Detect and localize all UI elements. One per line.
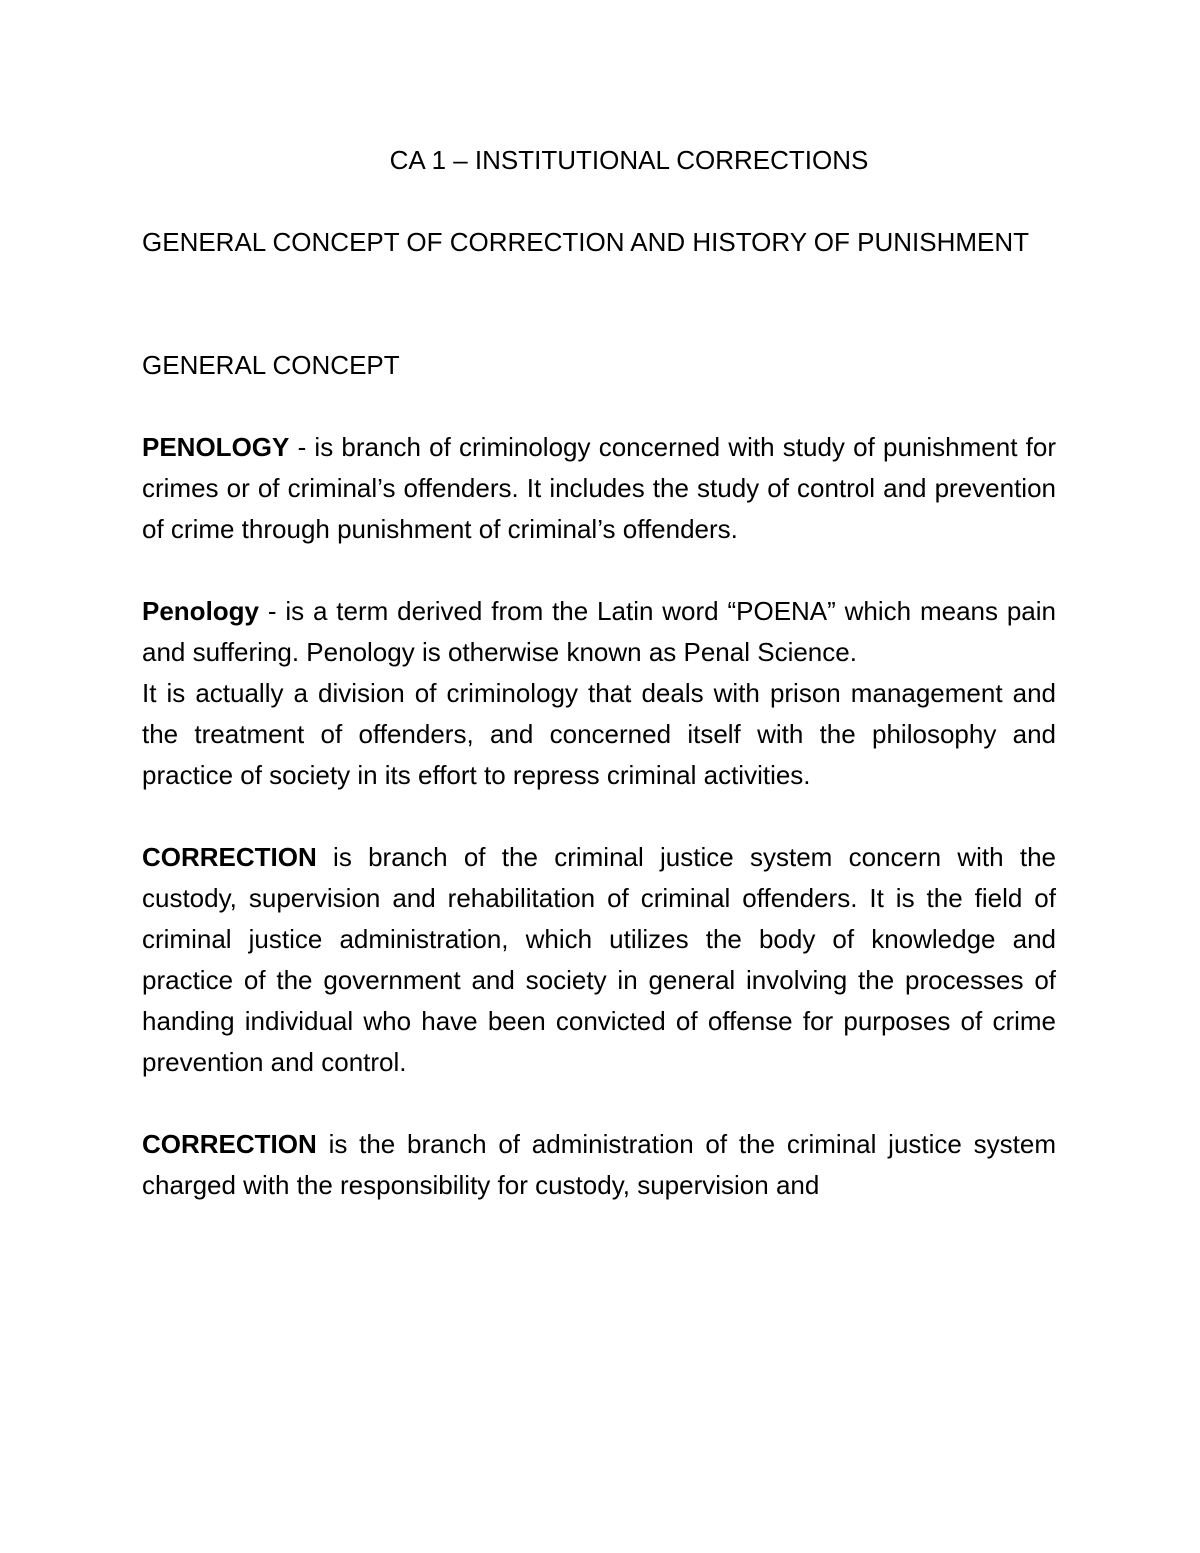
term-label: CORRECTION (142, 842, 317, 872)
spacer (142, 181, 1056, 222)
spacer (142, 263, 1056, 345)
document-body (142, 140, 1056, 1206)
paragraph-text: is branch of the criminal justice system concern with the custody, supervision and rehabilitation of criminal offenders. It is the field of criminal justice administration, which utilizes the body of knowledge and practice of the government and society in general involving the processes of handing individual who have been convicted of offense for purposes of crime prevention and control. (142, 842, 1056, 1077)
paragraph-correction-definition (142, 837, 1056, 1083)
paragraph-text: - is a term derived from the Latin word “POENA” which means pain and suffering. Penology is otherwise known as Penal Science. (142, 596, 1056, 667)
paragraph-penology-definition (142, 427, 1056, 550)
paragraph-penology-etymology (142, 591, 1056, 673)
term-label: PENOLOGY (142, 432, 290, 462)
spacer (142, 1083, 1056, 1124)
sub-heading: GENERAL CONCEPT (142, 350, 400, 380)
paragraph-text: - is branch of criminology concerned with study of punishment for crimes or of criminal’s offenders. It includes the study of control and prevention of crime through punishment of criminal’s offenders. (142, 432, 1056, 544)
section-heading: GENERAL CONCEPT OF CORRECTION AND HISTORY OF PUNISHMENT (142, 227, 1030, 257)
paragraph-penology-division (142, 673, 1056, 796)
spacer (142, 550, 1056, 591)
spacer (142, 796, 1056, 837)
document-title: CA 1 – INSTITUTIONAL CORRECTIONS (389, 145, 869, 175)
spacer (142, 386, 1056, 427)
term-label: CORRECTION (142, 1129, 317, 1159)
term-label: Penology (142, 596, 260, 626)
paragraph-text: is the branch of administration of the criminal justice system charged with the responsibility for custody, supervision and (142, 1129, 1056, 1200)
paragraph-text: It is actually a division of criminology that deals with prison management and the treatment of offenders, and concerned itself with the philosophy and practice of society in its effort to repress criminal activities. (142, 678, 1056, 790)
paragraph-correction-administration (142, 1124, 1056, 1206)
